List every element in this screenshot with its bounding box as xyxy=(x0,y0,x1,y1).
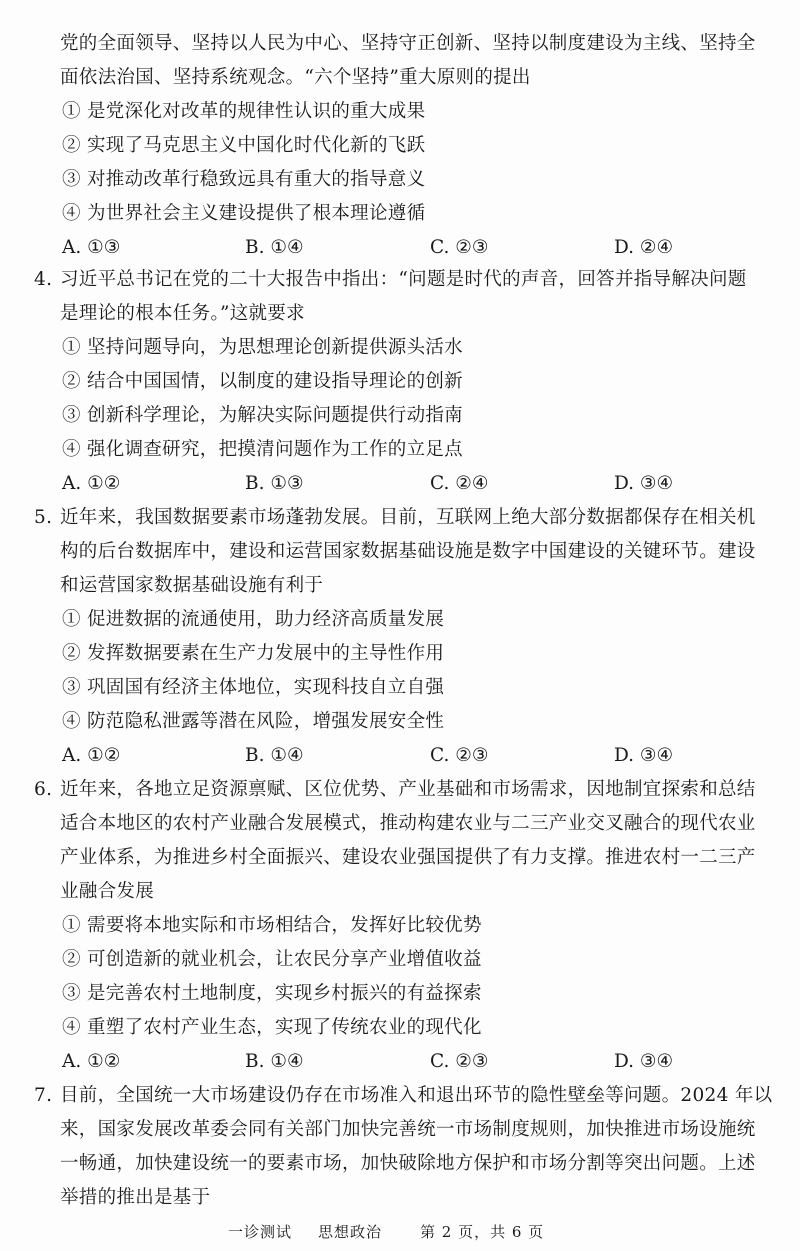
q6-item-3: ③ 是完善农村土地制度，实现乡村振兴的有益探索 xyxy=(62,983,482,1004)
q4-stem-line-1: 习近平总书记在党的二十大报告中指出：“问题是时代的声音，回答并指导解决问题 xyxy=(60,269,747,290)
footer-subject: 思想政治 xyxy=(318,1223,383,1241)
q3-item-3: ③ 对推动改革行稳致远具有重大的指导意义 xyxy=(62,169,426,190)
q5-number: 5. xyxy=(34,507,53,528)
q6-option-c: C. ②③ xyxy=(430,1051,489,1072)
q3-item-2: ② 实现了马克思主义中国化时代化新的飞跃 xyxy=(62,135,426,156)
q6-stem-line-3: 产业体系，为推进乡村全面振兴、建设农业强国提供了有力支撑。推进农村一二三产 xyxy=(60,847,756,868)
q5-item-4: ④ 防范隐私泄露等潜在风险，增强发展安全性 xyxy=(62,711,445,732)
q6-number: 6. xyxy=(34,779,53,800)
q6-option-d: D. ③④ xyxy=(614,1051,674,1072)
q3-option-d: D. ②④ xyxy=(614,237,674,258)
q4-item-2: ② 结合中国国情，以制度的建设指导理论的创新 xyxy=(62,371,463,392)
q5-stem-line-3: 和运营国家数据基础设施有利于 xyxy=(60,575,324,596)
q3-item-1: ① 是党深化对改革的规律性认识的重大成果 xyxy=(62,101,426,122)
q4-number: 4. xyxy=(34,269,53,290)
q5-option-c: C. ②③ xyxy=(430,745,489,766)
q4-option-d: D. ③④ xyxy=(614,473,674,494)
q7-stem-line-2: 来，国家发展改革委会同有关部门加快完善统一市场制度规则，加快推进市场设施统 xyxy=(60,1119,756,1140)
q6-item-2: ② 可创造新的就业机会，让农民分享产业增值收益 xyxy=(62,949,482,970)
q6-option-a: A. ①② xyxy=(62,1051,121,1072)
q7-stem-line-1: 目前，全国统一大市场建设仍存在市场准入和退出环节的隐性壁垒等问题。2024 年以 xyxy=(60,1085,773,1106)
q7-number: 7. xyxy=(34,1085,53,1106)
q6-item-1: ① 需要将本地实际和市场相结合，发挥好比较优势 xyxy=(62,915,482,936)
q7-stem-line-3: 一畅通，加快建设统一的要素市场，加快破除地方保护和市场分割等突出问题。上述 xyxy=(60,1153,756,1174)
q4-item-3: ③ 创新科学理论，为解决实际问题提供行动指南 xyxy=(62,405,463,426)
q5-option-b: B. ①④ xyxy=(245,745,304,766)
q3-item-4: ④ 为世界社会主义建设提供了根本理论遵循 xyxy=(62,203,426,224)
q3-option-c: C. ②③ xyxy=(430,237,489,258)
q6-stem-line-1: 近年来，各地立足资源禀赋、区位优势、产业基础和市场需求，因地制宜探索和总结 xyxy=(60,779,756,800)
q6-stem-line-4: 业融合发展 xyxy=(60,881,155,902)
q3-option-a: A. ①③ xyxy=(62,237,121,258)
q3-stem-line-2: 面依法治国、坚持系统观念。“六个坚持”重大原则的提出 xyxy=(60,67,531,88)
q5-stem-line-1: 近年来，我国数据要素市场蓬勃发展。目前，互联网上绝大部分数据都保存在相关机 xyxy=(60,507,756,528)
q5-option-d: D. ③④ xyxy=(614,745,674,766)
q7-stem-line-4: 举措的推出是基于 xyxy=(60,1187,211,1208)
q5-item-3: ③ 巩固国有经济主体地位，实现科技自立自强 xyxy=(62,677,445,698)
q3-stem-line-1: 党的全面领导、坚持以人民为中心、坚持守正创新、坚持以制度建设为主线、坚持全 xyxy=(60,33,756,54)
q4-option-c: C. ②④ xyxy=(430,473,489,494)
q4-stem-line-2: 是理论的根本任务。”这就要求 xyxy=(60,303,305,324)
q6-item-4: ④ 重塑了农村产业生态，实现了传统农业的现代化 xyxy=(62,1017,482,1038)
q3-option-b: B. ①④ xyxy=(245,237,304,258)
q5-item-1: ① 促进数据的流通使用，助力经济高质量发展 xyxy=(62,609,445,630)
q6-stem-line-2: 适合本地区的农村产业融合发展模式，推动构建农业与二三产业交叉融合的现代农业 xyxy=(60,813,756,834)
footer-page-number: 第 2 页，共 6 页 xyxy=(420,1223,545,1241)
q4-item-4: ④ 强化调查研究，把摸清问题作为工作的立足点 xyxy=(62,439,463,460)
q4-option-a: A. ①② xyxy=(62,473,121,494)
q4-option-b: B. ①③ xyxy=(245,473,304,494)
footer-exam-name: 一诊测试 xyxy=(228,1223,293,1241)
q5-item-2: ② 发挥数据要素在生产力发展中的主导性作用 xyxy=(62,643,445,664)
q4-item-1: ① 坚持问题导向，为思想理论创新提供源头活水 xyxy=(62,337,463,358)
q6-option-b: B. ①④ xyxy=(245,1051,304,1072)
q5-stem-line-2: 构的后台数据库中，建设和运营国家数据基础设施是数字中国建设的关键环节。建设 xyxy=(60,541,756,562)
q5-option-a: A. ①② xyxy=(62,745,121,766)
